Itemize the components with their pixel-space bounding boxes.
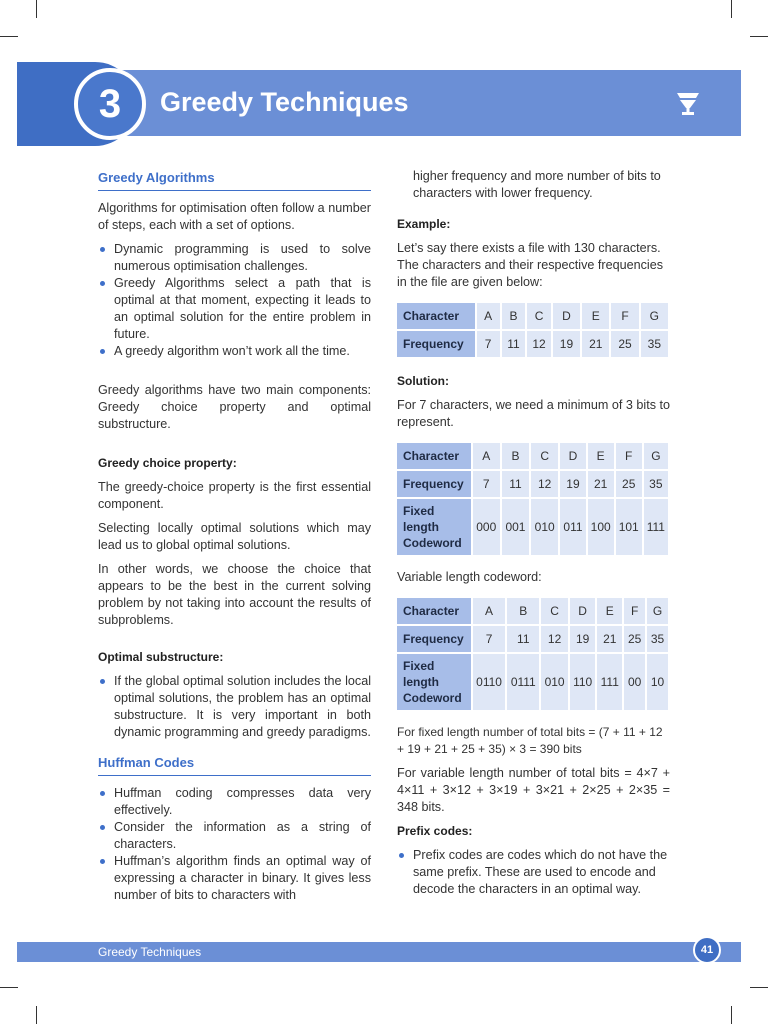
table-cell: 001 <box>502 499 529 555</box>
table-cell: 25 <box>611 331 638 357</box>
table-cell: F <box>611 303 638 329</box>
table-cell: 010 <box>541 654 568 710</box>
fixed-codeword-table <box>395 441 670 557</box>
section-heading-greedy-algorithms: Greedy Algorithms <box>98 168 371 191</box>
table-cell: 110 <box>570 654 595 710</box>
left-column <box>98 168 371 911</box>
row-label-line: Codeword <box>403 691 462 705</box>
table-cell: 111 <box>644 499 668 555</box>
solution-text: For 7 characters, we need a minimum of 3 bits to represent. <box>397 398 670 429</box>
table-cell: 000 <box>473 499 500 555</box>
crop-mark <box>36 1006 37 1024</box>
table-cell: 19 <box>560 471 585 497</box>
table-row <box>397 654 668 710</box>
greedy-choice-p1: The greedy-choice property is the first essential component. <box>98 480 371 511</box>
row-label-frequency: Frequency <box>397 471 471 497</box>
row-label-character: Character <box>397 443 471 469</box>
table-cell: B <box>507 598 539 624</box>
table-cell: 12 <box>527 331 551 357</box>
variable-length-label: Variable length codeword: <box>397 570 542 584</box>
crop-mark <box>731 1006 732 1024</box>
table-cell: 21 <box>582 331 609 357</box>
table-cell: 101 <box>616 499 642 555</box>
variable-codeword-table <box>395 596 670 712</box>
list-item: Greedy Algorithms select a path that is optimal at that moment, expecting it leads to an optimal solution for the entire problem in future. <box>98 275 371 343</box>
chapter-number: 3 <box>74 68 146 140</box>
table-cell: C <box>531 443 558 469</box>
table-cell: 25 <box>616 471 642 497</box>
table-cell: 35 <box>641 331 668 357</box>
list-item: Dynamic programming is used to solve numerous optimisation challenges. <box>98 241 371 275</box>
table-row <box>397 303 668 329</box>
row-label-line: length <box>403 520 439 534</box>
row-label-character: Character <box>397 598 471 624</box>
page-number: 41 <box>693 936 721 964</box>
table-cell: 21 <box>597 626 622 652</box>
table-cell: C <box>541 598 568 624</box>
table-cell: A <box>473 443 500 469</box>
huffman-bullet-list <box>98 785 371 904</box>
prefix-bullet-list <box>397 847 670 898</box>
page-footer <box>17 942 741 962</box>
section-heading-huffman: Huffman Codes <box>98 753 371 776</box>
table-cell: 12 <box>541 626 568 652</box>
table-cell: 11 <box>502 331 526 357</box>
crop-mark <box>0 36 18 37</box>
table-cell: A <box>477 303 500 329</box>
solution-label: Solution: <box>397 374 449 388</box>
table-cell: D <box>560 443 585 469</box>
table-cell: C <box>527 303 551 329</box>
list-item: If the global optimal solution includes the local optimal solutions, the problem has an optimal substructure. It is very important in both dynamic programming and greedy paradigms. <box>98 673 371 741</box>
table-cell: E <box>597 598 622 624</box>
example-label: Example: <box>397 217 451 231</box>
table-cell: 21 <box>588 471 614 497</box>
table-cell: 7 <box>477 331 500 357</box>
table-row <box>397 626 668 652</box>
table-cell: A <box>473 598 506 624</box>
footer-title: Greedy Techniques <box>98 945 202 959</box>
subheading-greedy-choice: Greedy choice property: <box>98 456 237 470</box>
table-row <box>397 499 668 555</box>
table-cell: B <box>502 443 529 469</box>
table-cell: 0110 <box>473 654 506 710</box>
crop-mark <box>750 987 768 988</box>
table-cell: 00 <box>624 654 645 710</box>
trophy-icon <box>674 90 702 118</box>
table-cell: 11 <box>502 471 529 497</box>
chapter-title: Greedy Techniques <box>160 87 409 117</box>
crop-mark <box>0 987 18 988</box>
crop-mark <box>36 0 37 18</box>
table-cell: 11 <box>507 626 539 652</box>
table-cell: 7 <box>473 626 506 652</box>
row-label-frequency: Frequency <box>397 626 471 652</box>
table-cell: 111 <box>597 654 622 710</box>
table-cell: E <box>588 443 614 469</box>
table-cell: G <box>641 303 668 329</box>
huffman-continuation: higher frequency and more number of bits to characters with lower frequency. <box>413 169 661 200</box>
table-cell: 7 <box>473 471 500 497</box>
frequency-table <box>395 301 670 359</box>
row-label-fixed-length-codeword <box>397 499 471 555</box>
greedy-intro: Algorithms for optimisation often follow a number of steps, each with a set of options. <box>98 201 371 232</box>
table-cell: B <box>502 303 526 329</box>
table-cell: 010 <box>531 499 558 555</box>
table-cell: F <box>616 443 642 469</box>
greedy-bullet-list <box>98 241 371 360</box>
row-label-frequency: Frequency <box>397 331 475 357</box>
table-cell: 25 <box>624 626 645 652</box>
table-cell: 35 <box>644 471 668 497</box>
greedy-choice-p3: In other words, we choose the choice that appears to be the best in the current solving problem by not taking into account the results of subproblems. <box>98 562 371 627</box>
table-row <box>397 443 668 469</box>
row-label-line: length <box>403 675 439 689</box>
row-label-character: Character <box>397 303 475 329</box>
greedy-choice-p2: Selecting locally optimal solutions which may lead us to global optimal solutions. <box>98 521 371 552</box>
example-text: Let’s say there exists a file with 130 characters. The characters and their respective frequencies in the file are given below: <box>397 241 664 289</box>
crop-mark <box>731 0 732 18</box>
row-label-line: Codeword <box>403 536 462 550</box>
row-label-line: Fixed <box>403 504 435 518</box>
substructure-bullet-list <box>98 673 371 741</box>
crop-mark <box>750 36 768 37</box>
table-cell: F <box>624 598 645 624</box>
list-item: Consider the information as a string of characters. <box>98 819 371 853</box>
table-cell: G <box>644 443 668 469</box>
list-item: Huffman’s algorithm finds an optimal way of expressing a character in binary. It gives less number of bits to characters with <box>98 853 371 904</box>
table-cell: 35 <box>647 626 668 652</box>
fixed-total-bits: For fixed length number of total bits = (7 + 11 + 12 + 19 + 21 + 25 + 35) × 3 = 390 bits <box>397 725 663 756</box>
table-cell: D <box>553 303 580 329</box>
table-row <box>397 598 668 624</box>
greedy-components: Greedy algorithms have two main components: Greedy choice property and optimal substructure. <box>98 383 371 431</box>
list-item: A greedy algorithm won’t work all the time. <box>98 343 371 360</box>
table-cell: 100 <box>588 499 614 555</box>
table-cell: 19 <box>553 331 580 357</box>
row-label-fixed-length-codeword <box>397 654 471 710</box>
table-cell: E <box>582 303 609 329</box>
subheading-optimal-substructure: Optimal substructure: <box>98 650 224 664</box>
table-cell: 0111 <box>507 654 539 710</box>
table-cell: G <box>647 598 668 624</box>
table-cell: 10 <box>647 654 668 710</box>
row-label-line: Fixed <box>403 659 435 673</box>
list-item: Huffman coding compresses data very effectively. <box>98 785 371 819</box>
table-cell: 011 <box>560 499 585 555</box>
table-cell: D <box>570 598 595 624</box>
table-row <box>397 331 668 357</box>
subheading-prefix-codes: Prefix codes: <box>397 824 473 838</box>
right-column <box>397 168 670 905</box>
table-cell: 19 <box>570 626 595 652</box>
variable-total-bits: For variable length number of total bits = 4×7 + 4×11 + 3×12 + 3×19 + 3×21 + 2×25 + 2×35 = 348 bits. <box>397 766 670 814</box>
table-cell: 12 <box>531 471 558 497</box>
list-item: Prefix codes are codes which do not have the same prefix. These are used to encode and decode the characters in an optimal way. <box>397 847 670 898</box>
table-row <box>397 471 668 497</box>
